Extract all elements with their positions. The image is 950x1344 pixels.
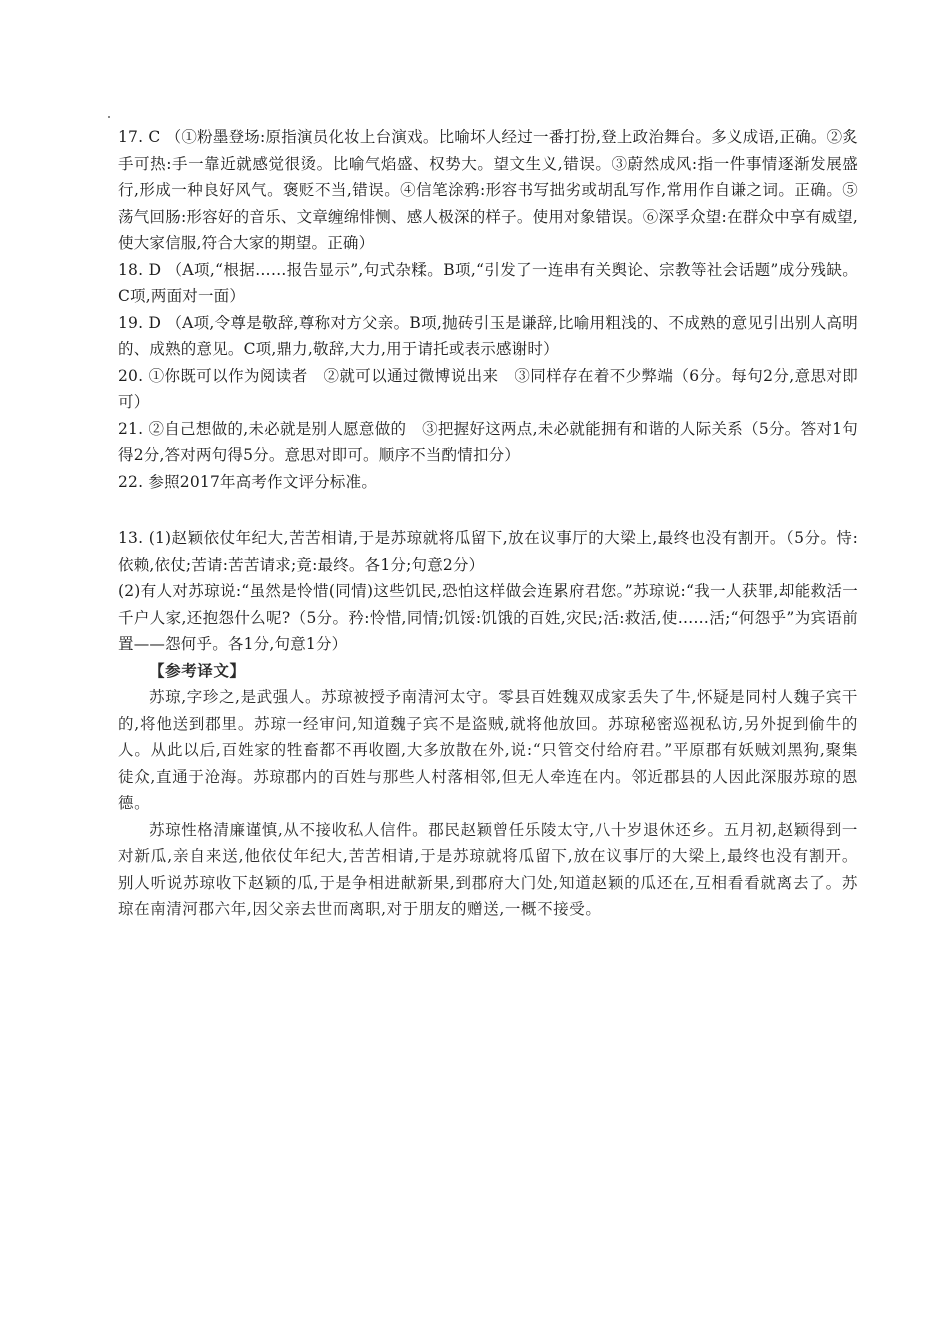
translation-title: 【参考译文】 (149, 660, 246, 680)
answer-sheet (118, 124, 858, 923)
answer-section-17-22 (118, 124, 858, 495)
answer-13-part-1: 13. (1)赵颖依仗年纪大,苦苦相请,于是苏琼就将瓜留下,放在议事厅的大梁上,最终也没有割开。（5分。恃:依赖,依仗;苦请:苦苦请求;竟:最终。各1分;句意2分） (118, 529, 858, 574)
answer-21: 21. ②自己想做的,未必就是别人愿意做的 ③把握好这两点,未必就能拥有和谐的人际关系（5分。答对1句得2分,答对两句得5分。意思对即可。顺序不当酌情扣分） (118, 419, 858, 464)
answer-17: 17. C （①粉墨登场:原指演员化妆上台演戏。比喻坏人经过一番打扮,登上政治舞台。多义成语,正确。②炙手可热:手一靠近就感觉很烫。比喻气焰盛、权势大。望文生义,错误。③蔚然成风:指一件事情逐渐发展盛行,形成一种良好风气。褒贬不当,错误。④信笔涂鸦:形容书写拙劣或胡乱写作,常用作自谦之词。正确。⑤荡气回肠:形容好的音乐、文章缠绵悱恻、感人极深的样子。使用对象错误。⑥深孚众望:在群众中享有威望,使大家信服,符合大家的期望。正确） (118, 128, 858, 252)
answer-section-13 (118, 525, 858, 658)
reference-translation (118, 658, 858, 923)
answer-20: 20. ①你既可以作为阅读者 ②就可以通过微博说出来 ③同样存在着不少弊端（6分。每句2分,意思对即可） (118, 366, 858, 411)
translation-paragraph-1: 苏琼,字珍之,是武强人。苏琼被授予南清河太守。零县百姓魏双成家丢失了牛,怀疑是同村人魏子宾干的,将他送到郡里。苏琼一经审问,知道魏子宾不是盗贼,就将他放回。苏琼秘密巡视私访,另外捉到偷牛的人。从此以后,百姓家的牲畜都不再收圈,大多放散在外,说:“只管交付给府君。”平原郡有妖贼刘黑狗,聚集徒众,直通于沧海。苏琼郡内的百姓与那些人村落相邻,但无人牵连在内。邻近郡县的人因此深服苏琼的恩德。 (118, 688, 858, 812)
section-gap (118, 495, 858, 525)
translation-paragraph-2: 苏琼性格清廉谨慎,从不接收私人信件。郡民赵颖曾任乐陵太守,八十岁退休还乡。五月初,赵颖得到一对新瓜,亲自来送,他依仗年纪大,苦苦相请,于是苏琼就将瓜留下,放在议事厅的大梁上,最终也没有割开。别人听说苏琼收下赵颖的瓜,于是争相进献新果,到郡府大门处,知道赵颖的瓜还在,互相看看就离去了。苏琼在南清河郡六年,因父亲去世而离职,对于朋友的赠送,一概不接受。 (118, 820, 858, 918)
answer-22: 22. 参照2017年高考作文评分标准。 (118, 472, 378, 491)
answer-13-part-2: (2)有人对苏琼说:“虽然是怜惜(同情)这些饥民,恐怕这样做会连累府君您。”苏琼说:“我一人获罪,却能救活一千户人家,还抱怨什么呢?（5分。矜:怜惜,同情;饥馁:饥饿的百姓,灾民;活:救活,使……活;“何怨乎”为宾语前置——怨何乎。各1分,句意1分） (118, 582, 858, 653)
answer-18: 18. D （A项,“根据……报告显示”,句式杂糅。B项,“引发了一连串有关舆论、宗教等社会话题”成分残缺。C项,两面对一面） (118, 260, 858, 305)
answer-19: 19. D （A项,令尊是敬辞,尊称对方父亲。B项,抛砖引玉是谦辞,比喻用粗浅的、不成熟的意见引出别人高明的、成熟的意见。C项,鼎力,敬辞,大力,用于请托或表示感谢时） (118, 313, 858, 358)
scan-speck (108, 116, 110, 118)
